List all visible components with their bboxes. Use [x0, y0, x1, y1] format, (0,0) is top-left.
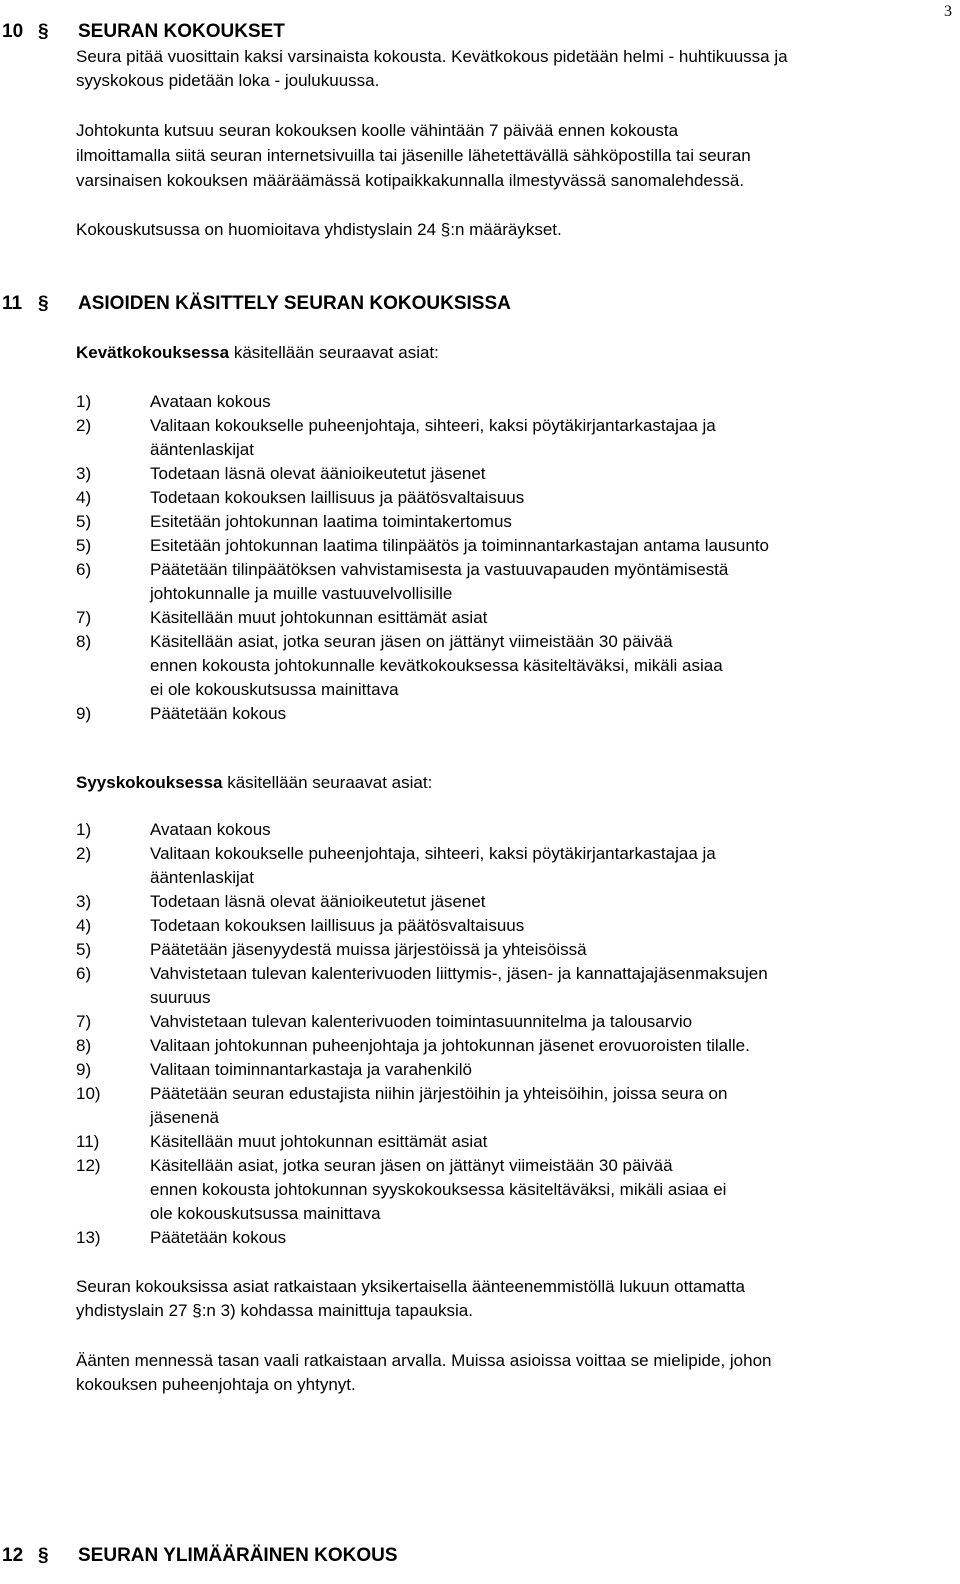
- autumn-meeting-lead: Syyskokouksessa: [76, 773, 223, 792]
- agenda-item: [76, 606, 769, 630]
- agenda-item: [76, 558, 769, 606]
- paragraph-line: [76, 1299, 473, 1323]
- agenda-item: [76, 534, 769, 558]
- paragraph-line: Äänten mennessä tasan vaali ratkaistaan arvalla. Muissa asioissa voittaa se mielipide, johon: [76, 1351, 772, 1370]
- agenda-item-number: 3): [76, 464, 92, 483]
- agenda-item-text: Vahvistetaan tulevan kalenterivuoden liittymis-, jäsen- ja kannattajajäsenmaksujen suuruus: [150, 964, 768, 1007]
- agenda-item: [76, 938, 768, 962]
- section-title: ASIOIDEN KÄSITTELY SEURAN KOKOUKSISSA: [78, 293, 511, 314]
- paragraph-line: kokouksen puheenjohtaja on yhtynyt.: [76, 1375, 356, 1394]
- page-number: 3: [944, 3, 952, 20]
- agenda-item: [76, 1154, 768, 1226]
- text-segment: yhdistyslain 27: [76, 1301, 193, 1320]
- section-symbol: §: [38, 21, 49, 42]
- agenda-item-number: 12): [76, 1156, 101, 1175]
- agenda-item-number: 2): [76, 416, 92, 435]
- section-11-heading: [2, 292, 511, 316]
- text-segment: :n 3) kohdassa mainittuja tapauksia.: [201, 1301, 473, 1320]
- agenda-item-text: Todetaan läsnä olevat äänioikeutetut jäsenet: [150, 892, 486, 911]
- agenda-item: [76, 414, 769, 462]
- section-number: 11: [2, 293, 23, 314]
- agenda-item-number: 11): [76, 1132, 100, 1151]
- agenda-item-text: Valitaan kokoukselle puheenjohtaja, sihteeri, kaksi pöytäkirjantarkastajaa ja ääntenlaskijat: [150, 844, 716, 887]
- agenda-item-text: Päätetään jäsenyydestä muissa järjestöissä ja yhteisöissä: [150, 940, 587, 959]
- agenda-item-number: 8): [76, 632, 92, 651]
- agenda-item-text: Esitetään johtokunnan laatima toimintakertomus: [150, 512, 512, 531]
- text-segment: Kokouskutsussa on huomioitava yhdistyslain 24: [76, 220, 441, 239]
- agenda-item-text: Todetaan kokouksen laillisuus ja päätösvaltaisuus: [150, 488, 525, 507]
- agenda-item: [76, 914, 768, 938]
- agenda-item-number: 10): [76, 1084, 101, 1103]
- agenda-item-number: 13): [76, 1228, 101, 1247]
- agenda-item-number: 5): [76, 940, 92, 959]
- agenda-item: [76, 1058, 768, 1082]
- agenda-item-text: Päätetään kokous: [150, 1228, 287, 1247]
- agenda-item-text: Päätetään kokous: [150, 704, 287, 723]
- agenda-item-number: 5): [76, 512, 92, 531]
- agenda-item-text: Valitaan johtokunnan puheenjohtaja ja johtokunnan jäsenet erovuoroisten tilalle.: [150, 1036, 750, 1055]
- agenda-item: [76, 510, 769, 534]
- agenda-item-text: Esitetään johtokunnan laatima tilinpäätös ja toiminnantarkastajan antama lausunto: [150, 536, 770, 555]
- agenda-item-number: 8): [76, 1036, 92, 1055]
- agenda-item: [76, 1034, 768, 1058]
- section-symbol: §: [38, 1545, 49, 1566]
- section-title: SEURAN YLIMÄÄRÄINEN KOKOUS: [78, 1545, 398, 1566]
- text-segment: käsitellään seuraavat asiat:: [229, 343, 439, 362]
- section-symbol: §: [192, 1301, 202, 1320]
- agenda-item: [76, 890, 768, 914]
- agenda-item: [76, 962, 768, 1010]
- section-number: 12: [2, 1545, 24, 1566]
- text-segment: käsitellään seuraavat asiat:: [222, 773, 433, 792]
- agenda-item-number: 4): [76, 488, 92, 507]
- section-12-heading: [2, 1544, 398, 1568]
- agenda-item: [76, 818, 768, 842]
- section-symbol: §: [440, 220, 451, 239]
- agenda-item-number: 1): [76, 820, 92, 839]
- agenda-item-text: Käsitellään muut johtokunnan esittämät asiat: [150, 608, 488, 627]
- agenda-item-number: 1): [76, 392, 92, 411]
- agenda-item-text: Päätetään tilinpäätöksen vahvistamisesta ja vastuuvapauden myöntämisestä johtokunnalle ja muille vastuuvelvollisille: [150, 560, 729, 603]
- agenda-item-text: Käsitellään asiat, jotka seuran jäsen on jättänyt viimeistään 30 päivää ennen kokousta johtokunnan syyskokouksessa käsiteltäväksi, mikäli asiaa ei ole kokouskutsussa mainittava: [150, 1156, 727, 1223]
- paragraph-line: Seuran kokouksissa asiat ratkaistaan yksikertaisella äänteenemmistöllä lukuun ottamatta: [76, 1277, 746, 1296]
- agenda-item-text: Valitaan kokoukselle puheenjohtaja, sihteeri, kaksi pöytäkirjantarkastajaa ja ääntenlaskijat: [150, 416, 716, 459]
- agenda-item-number: 6): [76, 964, 92, 983]
- agenda-item: [76, 1010, 768, 1034]
- agenda-item-text: Todetaan kokouksen laillisuus ja päätösvaltaisuus: [150, 916, 525, 935]
- agenda-item: [76, 1130, 768, 1154]
- section-title: SEURAN KOKOUKSET: [78, 21, 285, 42]
- paragraph-line: [76, 218, 562, 242]
- agenda-item: [76, 1226, 768, 1250]
- agenda-item-text: Avataan kokous: [150, 820, 271, 839]
- agenda-item-text: Vahvistetaan tulevan kalenterivuoden toimintasuunnitelma ja talousarvio: [150, 1012, 693, 1031]
- agenda-item-number: 6): [76, 560, 92, 579]
- agenda-item: [76, 702, 769, 726]
- autumn-meeting-intro: [76, 771, 432, 795]
- agenda-item-text: Käsitellään asiat, jotka seuran jäsen on jättänyt viimeistään 30 päivää ennen kokousta johtokunnalle kevätkokouksessa käsiteltäväksi, mikäli asiaa ei ole kokouskutsussa mainittava: [150, 632, 723, 699]
- agenda-item-number: 9): [76, 704, 92, 723]
- agenda-item: [76, 630, 769, 702]
- agenda-item-number: 7): [76, 1012, 92, 1031]
- autumn-agenda-list: [76, 818, 768, 1250]
- agenda-item-number: 5): [76, 536, 92, 555]
- section-symbol: §: [38, 293, 49, 314]
- agenda-item-text: Valitaan toiminnantarkastaja ja varahenkilö: [150, 1060, 472, 1079]
- spring-agenda-list: [76, 390, 769, 726]
- agenda-item-number: 3): [76, 892, 92, 911]
- spring-meeting-intro: [76, 341, 439, 365]
- spring-meeting-lead: Kevätkokouksessa: [76, 343, 230, 362]
- paragraph-line: varsinaisen kokouksen määräämässä kotipaikkakunnalla ilmestyvässä sanomalehdessä.: [76, 171, 745, 190]
- paragraph-line: ilmoittamalla siitä seuran internetsivuilla tai jäsenille lähetettävällä sähköpostilla tai seuran: [76, 146, 751, 165]
- section-number: 10: [2, 21, 24, 42]
- section-10-heading: [2, 20, 285, 44]
- agenda-item-text: Todetaan läsnä olevat äänioikeutetut jäsenet: [150, 464, 486, 483]
- agenda-item-number: 9): [76, 1060, 92, 1079]
- agenda-item-number: 4): [76, 916, 92, 935]
- paragraph-line: Seura pitää vuosittain kaksi varsinaista kokousta. Kevätkokous pidetään helmi - huhtikuussa ja: [76, 47, 788, 66]
- text-segment: :n määräykset.: [450, 220, 562, 239]
- agenda-item-number: 7): [76, 608, 92, 627]
- paragraph-line: Johtokunta kutsuu seuran kokouksen koolle vähintään 7 päivää ennen kokousta: [76, 121, 679, 140]
- agenda-item: [76, 486, 769, 510]
- agenda-item: [76, 1082, 768, 1130]
- agenda-item-text: Avataan kokous: [150, 392, 271, 411]
- agenda-item-text: Päätetään seuran edustajista niihin järjestöihin ja yhteisöihin, joissa seura on jäsenenä: [150, 1084, 728, 1127]
- agenda-item: [76, 462, 769, 486]
- agenda-item-text: Käsitellään muut johtokunnan esittämät asiat: [150, 1132, 488, 1151]
- agenda-item: [76, 842, 768, 890]
- agenda-item-number: 2): [76, 844, 92, 863]
- agenda-item: [76, 390, 769, 414]
- paragraph-line: syyskokous pidetään loka - joulukuussa.: [76, 71, 380, 90]
